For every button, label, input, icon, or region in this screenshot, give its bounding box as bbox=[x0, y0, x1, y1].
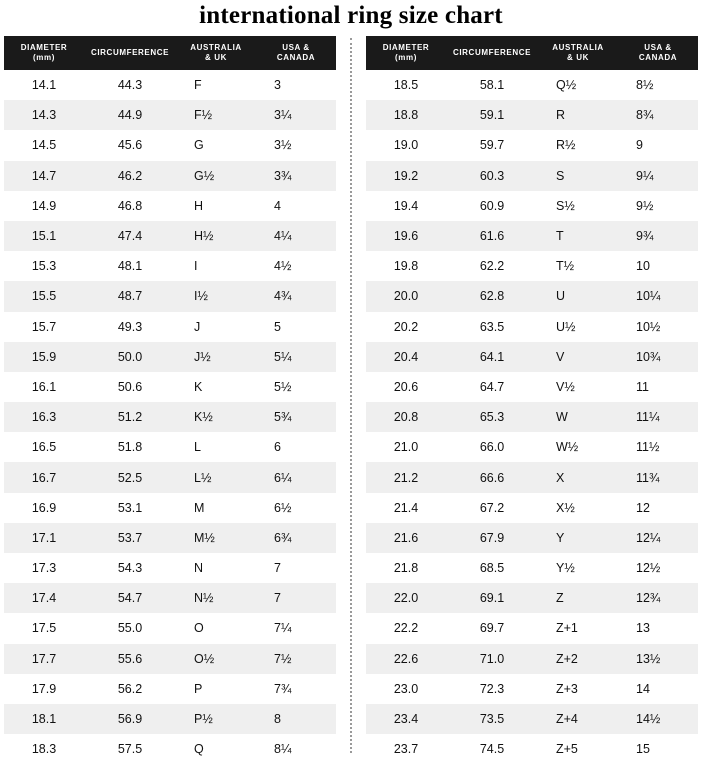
column-header-diameter bbox=[366, 36, 446, 70]
cell-usa-canada: 13 bbox=[618, 613, 698, 643]
cell-australia-uk: L bbox=[176, 432, 256, 462]
cell-australia-uk: M bbox=[176, 493, 256, 523]
table-row bbox=[366, 281, 698, 311]
cell-circumference: 67.2 bbox=[446, 493, 538, 523]
cell-circumference: 51.2 bbox=[84, 402, 176, 432]
cell-usa-canada: 10¼ bbox=[618, 281, 698, 311]
cell-australia-uk: M½ bbox=[176, 523, 256, 553]
table-row bbox=[366, 583, 698, 613]
cell-circumference: 55.0 bbox=[84, 613, 176, 643]
cell-circumference: 65.3 bbox=[446, 402, 538, 432]
table-row bbox=[4, 523, 336, 553]
table-row bbox=[4, 613, 336, 643]
cell-diameter: 18.5 bbox=[366, 70, 446, 100]
table-row bbox=[366, 734, 698, 764]
table-row bbox=[4, 221, 336, 251]
column-header-circumference bbox=[84, 36, 176, 70]
ring-size-table-right bbox=[366, 36, 698, 764]
cell-circumference: 48.1 bbox=[84, 251, 176, 281]
ring-size-table-left bbox=[4, 36, 336, 764]
column-header-usa-canada-main: USA & bbox=[644, 43, 672, 52]
cell-circumference: 66.0 bbox=[446, 432, 538, 462]
cell-diameter: 19.6 bbox=[366, 221, 446, 251]
cell-australia-uk: Z+5 bbox=[538, 734, 618, 764]
cell-circumference: 47.4 bbox=[84, 221, 176, 251]
cell-diameter: 17.9 bbox=[4, 674, 84, 704]
cell-usa-canada: 9½ bbox=[618, 191, 698, 221]
cell-usa-canada: 11¾ bbox=[618, 462, 698, 492]
cell-australia-uk: T½ bbox=[538, 251, 618, 281]
cell-circumference: 69.7 bbox=[446, 613, 538, 643]
cell-australia-uk: S½ bbox=[538, 191, 618, 221]
cell-diameter: 23.7 bbox=[366, 734, 446, 764]
cell-diameter: 21.6 bbox=[366, 523, 446, 553]
table-row bbox=[366, 432, 698, 462]
cell-diameter: 17.7 bbox=[4, 644, 84, 674]
cell-circumference: 73.5 bbox=[446, 704, 538, 734]
table-row bbox=[4, 372, 336, 402]
column-header-australia-uk-sub: & UK bbox=[567, 53, 589, 62]
cell-usa-canada: 9¼ bbox=[618, 161, 698, 191]
cell-circumference: 53.1 bbox=[84, 493, 176, 523]
cell-australia-uk: X bbox=[538, 462, 618, 492]
cell-australia-uk: G½ bbox=[176, 161, 256, 191]
cell-circumference: 54.3 bbox=[84, 553, 176, 583]
cell-circumference: 63.5 bbox=[446, 312, 538, 342]
column-header-diameter-sub: (mm) bbox=[395, 53, 417, 62]
cell-usa-canada: 13½ bbox=[618, 644, 698, 674]
cell-diameter: 18.8 bbox=[366, 100, 446, 130]
cell-diameter: 21.8 bbox=[366, 553, 446, 583]
cell-circumference: 72.3 bbox=[446, 674, 538, 704]
cell-diameter: 18.3 bbox=[4, 734, 84, 764]
cell-australia-uk: V½ bbox=[538, 372, 618, 402]
cell-circumference: 59.1 bbox=[446, 100, 538, 130]
cell-usa-canada: 7¾ bbox=[256, 674, 336, 704]
column-header-diameter-main: DIAMETER bbox=[382, 43, 430, 52]
table-row bbox=[366, 372, 698, 402]
cell-circumference: 45.6 bbox=[84, 130, 176, 160]
column-header-circumference-main: CIRCUMFERENCE bbox=[452, 48, 532, 57]
cell-usa-canada: 12¾ bbox=[618, 583, 698, 613]
table-row bbox=[366, 523, 698, 553]
cell-diameter: 15.7 bbox=[4, 312, 84, 342]
table-row bbox=[4, 462, 336, 492]
cell-usa-canada: 12½ bbox=[618, 553, 698, 583]
table-row bbox=[4, 553, 336, 583]
cell-diameter: 14.7 bbox=[4, 161, 84, 191]
cell-australia-uk: K bbox=[176, 372, 256, 402]
table-row bbox=[366, 70, 698, 100]
table-row bbox=[366, 493, 698, 523]
cell-australia-uk: Q bbox=[176, 734, 256, 764]
column-header-usa-canada bbox=[256, 36, 336, 70]
cell-usa-canada: 8½ bbox=[618, 70, 698, 100]
cell-australia-uk: G bbox=[176, 130, 256, 160]
cell-circumference: 54.7 bbox=[84, 583, 176, 613]
column-header-circumference-main: CIRCUMFERENCE bbox=[90, 48, 170, 57]
cell-usa-canada: 5¼ bbox=[256, 342, 336, 372]
cell-diameter: 17.1 bbox=[4, 523, 84, 553]
cell-australia-uk: I bbox=[176, 251, 256, 281]
dotted-line bbox=[350, 38, 352, 753]
cell-circumference: 46.8 bbox=[84, 191, 176, 221]
cell-australia-uk: O½ bbox=[176, 644, 256, 674]
table-row bbox=[4, 432, 336, 462]
cell-australia-uk: S bbox=[538, 161, 618, 191]
cell-diameter: 15.9 bbox=[4, 342, 84, 372]
cell-circumference: 44.9 bbox=[84, 100, 176, 130]
cell-usa-canada: 9¾ bbox=[618, 221, 698, 251]
table-row bbox=[366, 100, 698, 130]
column-header-usa-canada-sub: CANADA bbox=[638, 53, 678, 62]
column-header-australia-uk-main: AUSTRALIA bbox=[552, 43, 604, 52]
cell-usa-canada: 3¾ bbox=[256, 161, 336, 191]
cell-australia-uk: H bbox=[176, 191, 256, 221]
cell-usa-canada: 8¼ bbox=[256, 734, 336, 764]
cell-circumference: 68.5 bbox=[446, 553, 538, 583]
cell-circumference: 58.1 bbox=[446, 70, 538, 100]
cell-australia-uk: V bbox=[538, 342, 618, 372]
cell-australia-uk: H½ bbox=[176, 221, 256, 251]
table-row bbox=[4, 281, 336, 311]
table-row bbox=[4, 161, 336, 191]
cell-diameter: 21.2 bbox=[366, 462, 446, 492]
cell-circumference: 46.2 bbox=[84, 161, 176, 191]
table-row bbox=[366, 191, 698, 221]
table-row bbox=[366, 251, 698, 281]
column-header-usa-canada bbox=[618, 36, 698, 70]
cell-australia-uk: N bbox=[176, 553, 256, 583]
cell-usa-canada: 7 bbox=[256, 553, 336, 583]
cell-usa-canada: 6 bbox=[256, 432, 336, 462]
cell-circumference: 67.9 bbox=[446, 523, 538, 553]
cell-circumference: 71.0 bbox=[446, 644, 538, 674]
cell-usa-canada: 8¾ bbox=[618, 100, 698, 130]
cell-australia-uk: R bbox=[538, 100, 618, 130]
cell-circumference: 50.6 bbox=[84, 372, 176, 402]
cell-usa-canada: 3½ bbox=[256, 130, 336, 160]
cell-diameter: 23.4 bbox=[366, 704, 446, 734]
column-header-australia-uk bbox=[538, 36, 618, 70]
cell-diameter: 21.0 bbox=[366, 432, 446, 462]
cell-australia-uk: R½ bbox=[538, 130, 618, 160]
cell-australia-uk: Y½ bbox=[538, 553, 618, 583]
table-row bbox=[4, 130, 336, 160]
cell-circumference: 52.5 bbox=[84, 462, 176, 492]
column-header-usa-canada-sub: CANADA bbox=[276, 53, 316, 62]
cell-circumference: 48.7 bbox=[84, 281, 176, 311]
cell-diameter: 16.3 bbox=[4, 402, 84, 432]
table-row bbox=[4, 583, 336, 613]
cell-usa-canada: 3 bbox=[256, 70, 336, 100]
cell-australia-uk: U½ bbox=[538, 312, 618, 342]
cell-diameter: 21.4 bbox=[366, 493, 446, 523]
column-header-australia-uk bbox=[176, 36, 256, 70]
cell-diameter: 17.4 bbox=[4, 583, 84, 613]
table-row bbox=[366, 704, 698, 734]
cell-diameter: 20.8 bbox=[366, 402, 446, 432]
table-row bbox=[4, 100, 336, 130]
cell-usa-canada: 7½ bbox=[256, 644, 336, 674]
cell-usa-canada: 6¼ bbox=[256, 462, 336, 492]
cell-australia-uk: Z+3 bbox=[538, 674, 618, 704]
ring-size-chart-page bbox=[0, 2, 702, 757]
cell-circumference: 61.6 bbox=[446, 221, 538, 251]
cell-usa-canada: 11¼ bbox=[618, 402, 698, 432]
cell-diameter: 18.1 bbox=[4, 704, 84, 734]
cell-diameter: 16.9 bbox=[4, 493, 84, 523]
column-header-diameter-sub: (mm) bbox=[33, 53, 55, 62]
right-table-body bbox=[366, 70, 698, 764]
table-row bbox=[366, 342, 698, 372]
table-row bbox=[366, 644, 698, 674]
cell-circumference: 62.8 bbox=[446, 281, 538, 311]
cell-australia-uk: Q½ bbox=[538, 70, 618, 100]
left-table-body bbox=[4, 70, 336, 764]
cell-usa-canada: 4½ bbox=[256, 251, 336, 281]
cell-diameter: 20.4 bbox=[366, 342, 446, 372]
cell-diameter: 22.2 bbox=[366, 613, 446, 643]
cell-usa-canada: 5½ bbox=[256, 372, 336, 402]
cell-circumference: 60.3 bbox=[446, 161, 538, 191]
cell-australia-uk: Z+4 bbox=[538, 704, 618, 734]
cell-australia-uk: Z+2 bbox=[538, 644, 618, 674]
table-row bbox=[4, 342, 336, 372]
cell-australia-uk: W½ bbox=[538, 432, 618, 462]
cell-usa-canada: 5¾ bbox=[256, 402, 336, 432]
table-row bbox=[4, 493, 336, 523]
table-row bbox=[366, 312, 698, 342]
cell-australia-uk: P bbox=[176, 674, 256, 704]
table-row bbox=[4, 674, 336, 704]
column-header-australia-uk-main: AUSTRALIA bbox=[190, 43, 242, 52]
table-row bbox=[366, 674, 698, 704]
cell-usa-canada: 3¼ bbox=[256, 100, 336, 130]
cell-usa-canada: 10 bbox=[618, 251, 698, 281]
table-header-row bbox=[366, 36, 698, 70]
table-row bbox=[366, 402, 698, 432]
cell-australia-uk: N½ bbox=[176, 583, 256, 613]
table-row bbox=[4, 704, 336, 734]
cell-australia-uk: Z+1 bbox=[538, 613, 618, 643]
cell-circumference: 62.2 bbox=[446, 251, 538, 281]
cell-usa-canada: 12¼ bbox=[618, 523, 698, 553]
column-header-australia-uk-sub: & UK bbox=[205, 53, 227, 62]
cell-usa-canada: 11 bbox=[618, 372, 698, 402]
cell-australia-uk: K½ bbox=[176, 402, 256, 432]
right-table-wrapper bbox=[366, 36, 698, 764]
cell-circumference: 53.7 bbox=[84, 523, 176, 553]
cell-australia-uk: J½ bbox=[176, 342, 256, 372]
cell-diameter: 15.1 bbox=[4, 221, 84, 251]
cell-diameter: 14.9 bbox=[4, 191, 84, 221]
table-row bbox=[366, 553, 698, 583]
cell-diameter: 23.0 bbox=[366, 674, 446, 704]
cell-diameter: 14.1 bbox=[4, 70, 84, 100]
table-row bbox=[4, 312, 336, 342]
column-header-diameter bbox=[4, 36, 84, 70]
cell-usa-canada: 8 bbox=[256, 704, 336, 734]
cell-australia-uk: U bbox=[538, 281, 618, 311]
vertical-dotted-divider bbox=[346, 36, 356, 764]
table-row bbox=[366, 221, 698, 251]
cell-australia-uk: J bbox=[176, 312, 256, 342]
table-row bbox=[4, 251, 336, 281]
cell-usa-canada: 4¾ bbox=[256, 281, 336, 311]
cell-australia-uk: O bbox=[176, 613, 256, 643]
cell-diameter: 15.5 bbox=[4, 281, 84, 311]
cell-usa-canada: 7 bbox=[256, 583, 336, 613]
cell-australia-uk: F bbox=[176, 70, 256, 100]
cell-diameter: 19.4 bbox=[366, 191, 446, 221]
cell-circumference: 50.0 bbox=[84, 342, 176, 372]
cell-usa-canada: 6¾ bbox=[256, 523, 336, 553]
cell-circumference: 56.9 bbox=[84, 704, 176, 734]
cell-diameter: 19.0 bbox=[366, 130, 446, 160]
cell-usa-canada: 6½ bbox=[256, 493, 336, 523]
cell-circumference: 55.6 bbox=[84, 644, 176, 674]
table-row bbox=[366, 462, 698, 492]
cell-australia-uk: X½ bbox=[538, 493, 618, 523]
cell-circumference: 56.2 bbox=[84, 674, 176, 704]
left-table-wrapper bbox=[4, 36, 336, 764]
table-row bbox=[366, 161, 698, 191]
cell-diameter: 20.0 bbox=[366, 281, 446, 311]
cell-diameter: 20.2 bbox=[366, 312, 446, 342]
cell-diameter: 15.3 bbox=[4, 251, 84, 281]
cell-circumference: 49.3 bbox=[84, 312, 176, 342]
table-row bbox=[4, 70, 336, 100]
cell-diameter: 17.3 bbox=[4, 553, 84, 583]
cell-australia-uk: L½ bbox=[176, 462, 256, 492]
tables-container bbox=[0, 36, 702, 764]
cell-diameter: 16.5 bbox=[4, 432, 84, 462]
cell-usa-canada: 15 bbox=[618, 734, 698, 764]
cell-australia-uk: Z bbox=[538, 583, 618, 613]
table-row bbox=[366, 613, 698, 643]
table-row bbox=[366, 130, 698, 160]
cell-australia-uk: I½ bbox=[176, 281, 256, 311]
cell-diameter: 17.5 bbox=[4, 613, 84, 643]
cell-australia-uk: P½ bbox=[176, 704, 256, 734]
cell-diameter: 16.7 bbox=[4, 462, 84, 492]
cell-diameter: 19.2 bbox=[366, 161, 446, 191]
cell-circumference: 74.5 bbox=[446, 734, 538, 764]
cell-circumference: 59.7 bbox=[446, 130, 538, 160]
column-header-circumference bbox=[446, 36, 538, 70]
table-row bbox=[4, 402, 336, 432]
cell-usa-canada: 14 bbox=[618, 674, 698, 704]
cell-diameter: 19.8 bbox=[366, 251, 446, 281]
cell-diameter: 14.3 bbox=[4, 100, 84, 130]
cell-usa-canada: 5 bbox=[256, 312, 336, 342]
cell-usa-canada: 10¾ bbox=[618, 342, 698, 372]
table-row bbox=[4, 644, 336, 674]
cell-usa-canada: 7¼ bbox=[256, 613, 336, 643]
cell-circumference: 51.8 bbox=[84, 432, 176, 462]
cell-circumference: 60.9 bbox=[446, 191, 538, 221]
column-header-diameter-main: DIAMETER bbox=[20, 43, 68, 52]
cell-usa-canada: 4 bbox=[256, 191, 336, 221]
cell-usa-canada: 11½ bbox=[618, 432, 698, 462]
cell-circumference: 44.3 bbox=[84, 70, 176, 100]
cell-circumference: 64.7 bbox=[446, 372, 538, 402]
cell-diameter: 16.1 bbox=[4, 372, 84, 402]
table-row bbox=[4, 191, 336, 221]
cell-diameter: 20.6 bbox=[366, 372, 446, 402]
cell-diameter: 14.5 bbox=[4, 130, 84, 160]
cell-circumference: 66.6 bbox=[446, 462, 538, 492]
cell-usa-canada: 9 bbox=[618, 130, 698, 160]
cell-diameter: 22.0 bbox=[366, 583, 446, 613]
cell-circumference: 57.5 bbox=[84, 734, 176, 764]
cell-australia-uk: W bbox=[538, 402, 618, 432]
cell-usa-canada: 14½ bbox=[618, 704, 698, 734]
cell-australia-uk: Y bbox=[538, 523, 618, 553]
table-header-row bbox=[4, 36, 336, 70]
cell-circumference: 69.1 bbox=[446, 583, 538, 613]
cell-usa-canada: 12 bbox=[618, 493, 698, 523]
table-row bbox=[4, 734, 336, 764]
column-header-usa-canada-main: USA & bbox=[282, 43, 310, 52]
cell-circumference: 64.1 bbox=[446, 342, 538, 372]
page-title: international ring size chart bbox=[199, 2, 503, 29]
cell-usa-canada: 4¼ bbox=[256, 221, 336, 251]
cell-australia-uk: F½ bbox=[176, 100, 256, 130]
cell-australia-uk: T bbox=[538, 221, 618, 251]
cell-diameter: 22.6 bbox=[366, 644, 446, 674]
cell-usa-canada: 10½ bbox=[618, 312, 698, 342]
